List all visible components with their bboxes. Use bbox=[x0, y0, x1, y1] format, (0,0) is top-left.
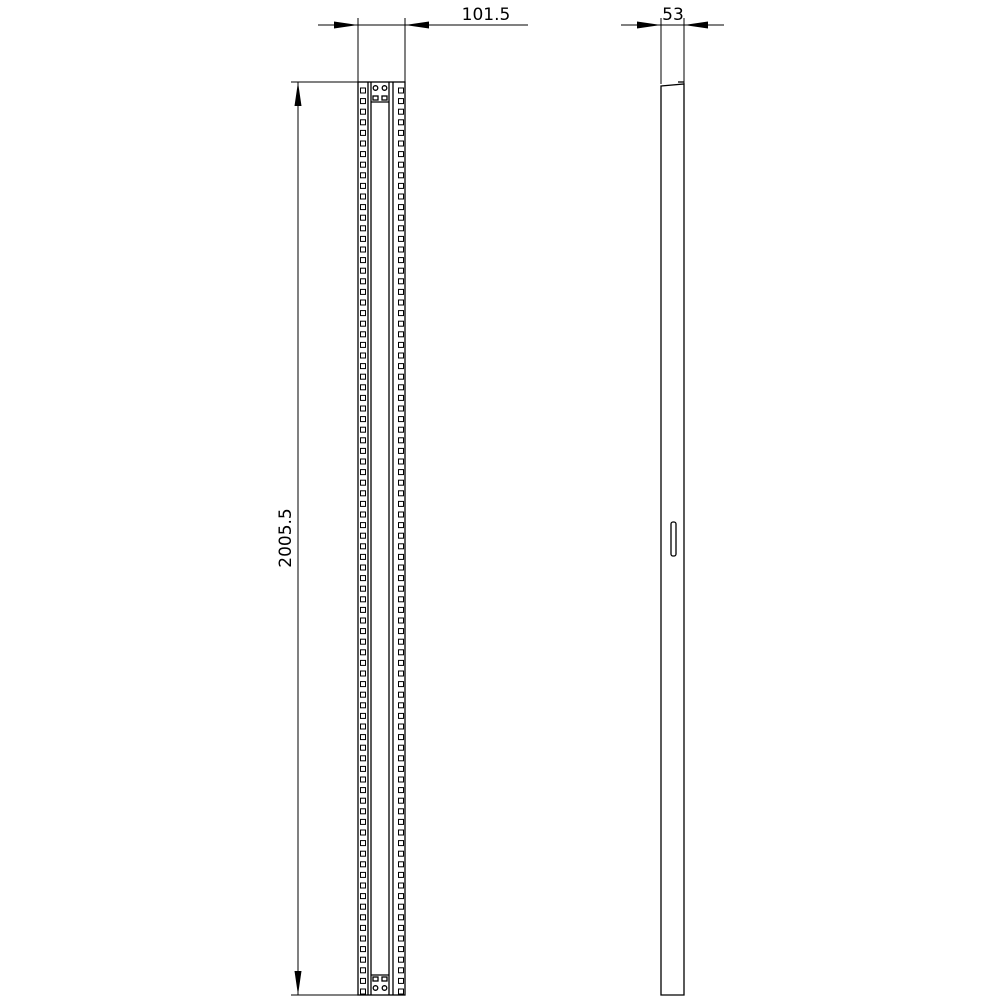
arrow-height-bottom bbox=[295, 971, 302, 995]
square-hole-right bbox=[399, 427, 404, 432]
square-hole-left bbox=[361, 766, 366, 771]
square-hole-left bbox=[361, 904, 366, 909]
square-hole-left bbox=[361, 501, 366, 506]
square-hole-right bbox=[399, 332, 404, 337]
square-hole-right bbox=[399, 374, 404, 379]
square-hole-right bbox=[399, 480, 404, 485]
bottom-slot-right bbox=[382, 977, 387, 981]
square-hole-right bbox=[399, 342, 404, 347]
top-mount-hole-left bbox=[373, 86, 378, 91]
square-hole-left bbox=[361, 427, 366, 432]
square-hole-right bbox=[399, 819, 404, 824]
square-hole-right bbox=[399, 798, 404, 803]
square-hole-left bbox=[361, 215, 366, 220]
square-hole-right bbox=[399, 809, 404, 814]
top-mount-hole-right bbox=[382, 86, 387, 91]
square-hole-left bbox=[361, 671, 366, 676]
square-hole-left bbox=[361, 173, 366, 178]
square-hole-right bbox=[399, 300, 404, 305]
square-hole-right bbox=[399, 936, 404, 941]
square-hole-right bbox=[399, 353, 404, 358]
square-hole-left bbox=[361, 141, 366, 146]
square-hole-left bbox=[361, 735, 366, 740]
square-hole-left bbox=[361, 512, 366, 517]
square-hole-right bbox=[399, 618, 404, 623]
square-hole-left bbox=[361, 470, 366, 475]
square-hole-left bbox=[361, 205, 366, 210]
square-hole-right bbox=[399, 88, 404, 93]
square-hole-left bbox=[361, 374, 366, 379]
square-hole-right bbox=[399, 650, 404, 655]
square-hole-left bbox=[361, 819, 366, 824]
square-hole-left bbox=[361, 99, 366, 104]
square-hole-left bbox=[361, 957, 366, 962]
dimension-arrows bbox=[295, 22, 709, 996]
square-hole-right bbox=[399, 957, 404, 962]
square-hole-right bbox=[399, 851, 404, 856]
square-hole-left bbox=[361, 947, 366, 952]
square-hole-right bbox=[399, 533, 404, 538]
square-hole-right bbox=[399, 183, 404, 188]
square-hole-right bbox=[399, 247, 404, 252]
arrow-width-side-right bbox=[684, 22, 708, 29]
square-hole-left bbox=[361, 480, 366, 485]
square-hole-left bbox=[361, 629, 366, 634]
square-hole-left bbox=[361, 978, 366, 983]
square-hole-right bbox=[399, 152, 404, 157]
square-hole-right bbox=[399, 894, 404, 899]
square-hole-left bbox=[361, 554, 366, 559]
square-hole-left bbox=[361, 236, 366, 241]
square-hole-left bbox=[361, 268, 366, 273]
square-hole-right bbox=[399, 639, 404, 644]
square-hole-right bbox=[399, 607, 404, 612]
square-hole-left bbox=[361, 395, 366, 400]
square-hole-left bbox=[361, 777, 366, 782]
square-hole-right bbox=[399, 395, 404, 400]
square-hole-right bbox=[399, 724, 404, 729]
square-hole-left bbox=[361, 692, 366, 697]
square-hole-right bbox=[399, 99, 404, 104]
square-hole-left bbox=[361, 968, 366, 973]
arrow-width-front-right bbox=[405, 22, 429, 29]
square-hole-left bbox=[361, 703, 366, 708]
square-hole-right bbox=[399, 597, 404, 602]
square-hole-left bbox=[361, 162, 366, 167]
square-hole-right bbox=[399, 841, 404, 846]
square-hole-right bbox=[399, 470, 404, 475]
square-hole-right bbox=[399, 830, 404, 835]
square-hole-left bbox=[361, 130, 366, 135]
square-holes-left-column bbox=[361, 88, 366, 994]
square-hole-left bbox=[361, 724, 366, 729]
square-hole-left bbox=[361, 342, 366, 347]
square-hole-right bbox=[399, 438, 404, 443]
square-hole-right bbox=[399, 872, 404, 877]
square-hole-left bbox=[361, 406, 366, 411]
square-hole-left bbox=[361, 565, 366, 570]
square-hole-left bbox=[361, 989, 366, 994]
square-hole-left bbox=[361, 872, 366, 877]
square-hole-right bbox=[399, 258, 404, 263]
square-hole-right bbox=[399, 978, 404, 983]
square-hole-right bbox=[399, 862, 404, 867]
square-hole-right bbox=[399, 947, 404, 952]
square-hole-left bbox=[361, 332, 366, 337]
square-hole-right bbox=[399, 544, 404, 549]
square-hole-left bbox=[361, 851, 366, 856]
square-hole-right bbox=[399, 491, 404, 496]
square-hole-right bbox=[399, 194, 404, 199]
square-hole-left bbox=[361, 448, 366, 453]
square-hole-right bbox=[399, 671, 404, 676]
square-hole-right bbox=[399, 629, 404, 634]
square-hole-left bbox=[361, 194, 366, 199]
square-hole-left bbox=[361, 311, 366, 316]
square-hole-right bbox=[399, 501, 404, 506]
square-hole-left bbox=[361, 660, 366, 665]
square-hole-left bbox=[361, 788, 366, 793]
square-hole-left bbox=[361, 364, 366, 369]
square-hole-left bbox=[361, 618, 366, 623]
square-hole-left bbox=[361, 682, 366, 687]
square-hole-right bbox=[399, 215, 404, 220]
square-hole-right bbox=[399, 682, 404, 687]
square-hole-left bbox=[361, 258, 366, 263]
square-hole-left bbox=[361, 639, 366, 644]
square-hole-right bbox=[399, 660, 404, 665]
arrow-width-side-left bbox=[637, 22, 661, 29]
square-hole-right bbox=[399, 236, 404, 241]
square-hole-left bbox=[361, 830, 366, 835]
square-hole-left bbox=[361, 321, 366, 326]
square-hole-right bbox=[399, 120, 404, 125]
square-hole-left bbox=[361, 523, 366, 528]
square-hole-right bbox=[399, 279, 404, 284]
square-hole-right bbox=[399, 173, 404, 178]
square-hole-left bbox=[361, 247, 366, 252]
square-hole-right bbox=[399, 523, 404, 528]
square-hole-left bbox=[361, 756, 366, 761]
square-hole-right bbox=[399, 703, 404, 708]
square-hole-right bbox=[399, 925, 404, 930]
square-hole-right bbox=[399, 904, 404, 909]
side-view-rail bbox=[661, 82, 684, 995]
square-hole-right bbox=[399, 968, 404, 973]
square-hole-right bbox=[399, 130, 404, 135]
square-hole-left bbox=[361, 925, 366, 930]
square-hole-left bbox=[361, 936, 366, 941]
square-hole-left bbox=[361, 576, 366, 581]
square-hole-left bbox=[361, 88, 366, 93]
square-hole-right bbox=[399, 385, 404, 390]
square-hole-right bbox=[399, 226, 404, 231]
square-hole-right bbox=[399, 586, 404, 591]
square-hole-left bbox=[361, 798, 366, 803]
square-hole-right bbox=[399, 512, 404, 517]
arrow-width-front-left bbox=[334, 22, 358, 29]
square-hole-left bbox=[361, 862, 366, 867]
square-hole-right bbox=[399, 565, 404, 570]
square-hole-right bbox=[399, 554, 404, 559]
dimension-label-height: 2005.5 bbox=[276, 508, 296, 568]
square-hole-left bbox=[361, 713, 366, 718]
square-hole-right bbox=[399, 289, 404, 294]
square-hole-right bbox=[399, 735, 404, 740]
top-slot-right bbox=[382, 96, 387, 100]
square-hole-right bbox=[399, 417, 404, 422]
square-hole-right bbox=[399, 141, 404, 146]
square-hole-left bbox=[361, 491, 366, 496]
square-hole-left bbox=[361, 109, 366, 114]
top-slot-left bbox=[373, 96, 378, 100]
square-hole-left bbox=[361, 883, 366, 888]
square-hole-left bbox=[361, 915, 366, 920]
square-hole-left bbox=[361, 597, 366, 602]
square-hole-right bbox=[399, 576, 404, 581]
bottom-mount-hole-left bbox=[373, 986, 378, 991]
dimension-label-width-front: 101.5 bbox=[461, 5, 511, 25]
square-hole-left bbox=[361, 745, 366, 750]
square-hole-left bbox=[361, 226, 366, 231]
square-hole-right bbox=[399, 788, 404, 793]
square-hole-left bbox=[361, 417, 366, 422]
square-hole-left bbox=[361, 438, 366, 443]
square-hole-right bbox=[399, 692, 404, 697]
square-hole-left bbox=[361, 152, 366, 157]
square-hole-right bbox=[399, 713, 404, 718]
square-hole-right bbox=[399, 756, 404, 761]
bottom-slot-left bbox=[373, 977, 378, 981]
square-hole-left bbox=[361, 809, 366, 814]
square-hole-left bbox=[361, 607, 366, 612]
square-hole-right bbox=[399, 406, 404, 411]
dimension-label-width-side: 53 bbox=[662, 5, 684, 25]
square-hole-right bbox=[399, 883, 404, 888]
square-hole-right bbox=[399, 321, 404, 326]
square-hole-left bbox=[361, 353, 366, 358]
square-hole-left bbox=[361, 544, 366, 549]
square-hole-left bbox=[361, 289, 366, 294]
dimension-lines bbox=[291, 18, 724, 995]
square-hole-right bbox=[399, 777, 404, 782]
arrow-height-top bbox=[295, 82, 302, 106]
square-hole-right bbox=[399, 766, 404, 771]
square-hole-left bbox=[361, 586, 366, 591]
bottom-mount-hole-right bbox=[382, 986, 387, 991]
square-hole-left bbox=[361, 279, 366, 284]
square-hole-right bbox=[399, 745, 404, 750]
side-view-slot bbox=[671, 522, 676, 556]
square-hole-right bbox=[399, 459, 404, 464]
square-hole-left bbox=[361, 385, 366, 390]
square-hole-right bbox=[399, 915, 404, 920]
square-hole-right bbox=[399, 162, 404, 167]
square-hole-right bbox=[399, 268, 404, 273]
square-hole-left bbox=[361, 894, 366, 899]
square-hole-left bbox=[361, 183, 366, 188]
side-view-outline bbox=[661, 84, 684, 995]
square-hole-left bbox=[361, 300, 366, 305]
square-hole-left bbox=[361, 841, 366, 846]
square-hole-right bbox=[399, 448, 404, 453]
square-hole-right bbox=[399, 109, 404, 114]
square-hole-right bbox=[399, 311, 404, 316]
square-hole-left bbox=[361, 120, 366, 125]
square-hole-left bbox=[361, 533, 366, 538]
square-hole-left bbox=[361, 650, 366, 655]
square-hole-right bbox=[399, 205, 404, 210]
square-hole-right bbox=[399, 364, 404, 369]
square-hole-left bbox=[361, 459, 366, 464]
square-holes-right-column bbox=[399, 88, 404, 994]
square-hole-right bbox=[399, 989, 404, 994]
